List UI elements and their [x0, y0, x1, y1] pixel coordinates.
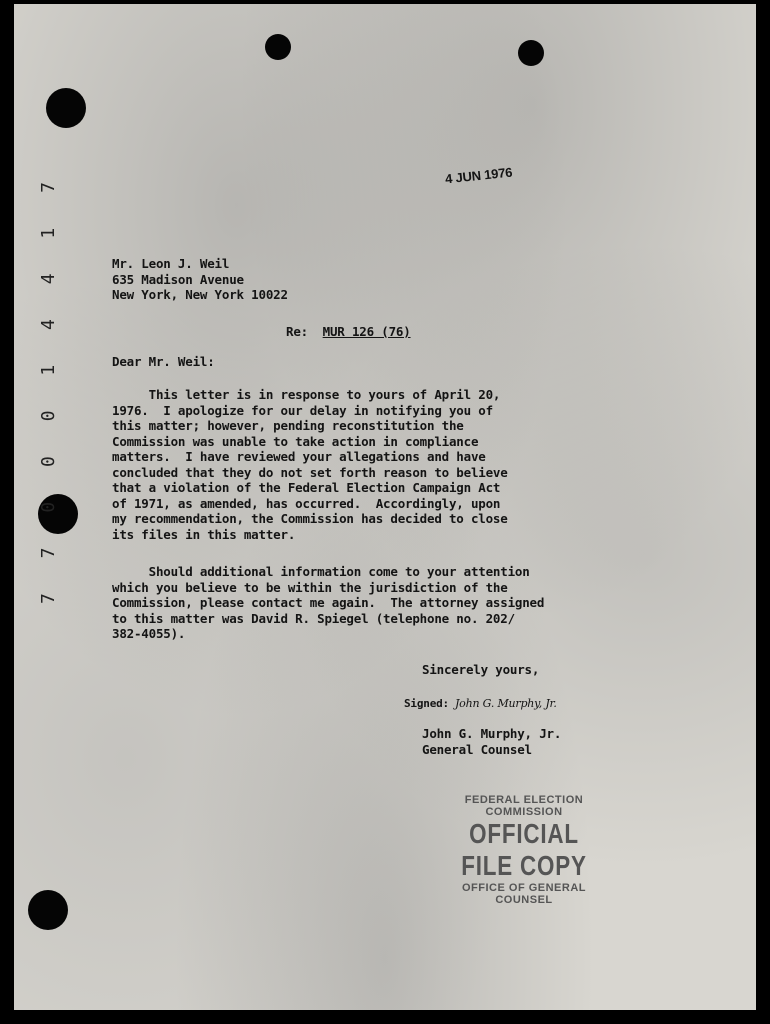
stamp-line-2: OFFICIAL FILE COPY — [461, 818, 587, 881]
signature-line — [404, 696, 557, 712]
body-paragraph-2 — [112, 564, 544, 642]
paragraph-1-line: that a violation of the Federal Election Campaign Act — [112, 480, 501, 495]
paragraph-1-line: this matter; however, pending reconstitution the — [112, 418, 464, 433]
stamp-line-1: FEDERAL ELECTION COMMISSION — [464, 794, 584, 818]
paragraph-1-line: concluded that they do not set forth reason to believe — [112, 464, 508, 480]
paragraph-1-line: This letter is in response to yours of April 20, — [112, 387, 501, 402]
paragraph-2-line: Commission, please contact me again. The attorney assigned — [112, 595, 545, 610]
date-stamp: 4 JUN 1976 — [444, 164, 513, 187]
punch-hole-top-center — [265, 34, 291, 60]
re-label: Re: — [286, 324, 308, 339]
paragraph-1-line: of 1971, as amended, has occurred. Accordingly, upon — [112, 495, 501, 511]
reference-line — [286, 324, 411, 340]
letter-paper — [14, 4, 756, 1010]
official-file-copy-stamp — [434, 794, 614, 906]
mur-number: MUR 126 (76) — [322, 324, 411, 339]
address-line-3: New York, New York 10022 — [112, 287, 288, 302]
paragraph-1-line: Commission was unable to take action in compliance — [112, 433, 479, 449]
paragraph-1-line: matters. I have reviewed your allegations and have — [112, 449, 486, 464]
document-control-number: 7 7 0 0 0 1 4 4 1 7 — [38, 170, 59, 604]
paragraph-1-line: 1976. I apologize for our delay in notifying you of — [112, 402, 493, 418]
address-line-1: Mr. Leon J. Weil — [112, 256, 230, 271]
paragraph-1-line: its files in this matter. — [112, 526, 296, 542]
paragraph-2-line: Should additional information come to your attention — [112, 564, 530, 579]
handwritten-signature: John G. Murphy, Jr. — [454, 697, 557, 710]
closing: Sincerely yours, — [422, 662, 540, 677]
salutation: Dear Mr. Weil: — [112, 354, 215, 369]
paragraph-2-line: which you believe to be within the jurisdiction of the — [112, 579, 508, 595]
paragraph-2-line: 382-4055). — [112, 626, 186, 641]
signer-block — [422, 726, 561, 757]
body-paragraph-1 — [112, 387, 508, 542]
signer-title: General Counsel — [422, 741, 532, 757]
paragraph-2-line: to this matter was David R. Spiegel (telephone no. 202/ — [112, 610, 515, 626]
punch-hole-bottom-left — [28, 890, 68, 930]
recipient-address — [112, 256, 288, 303]
stamp-line-3: OFFICE OF GENERAL COUNSEL — [462, 882, 586, 906]
signer-name: John G. Murphy, Jr. — [422, 726, 562, 741]
punch-hole-top-left — [46, 88, 86, 128]
address-line-2: 635 Madison Avenue — [112, 271, 244, 287]
paragraph-1-line: my recommendation, the Commission has decided to close — [112, 511, 508, 526]
punch-hole-top-right — [518, 40, 544, 66]
signed-label: Signed: — [404, 697, 449, 710]
